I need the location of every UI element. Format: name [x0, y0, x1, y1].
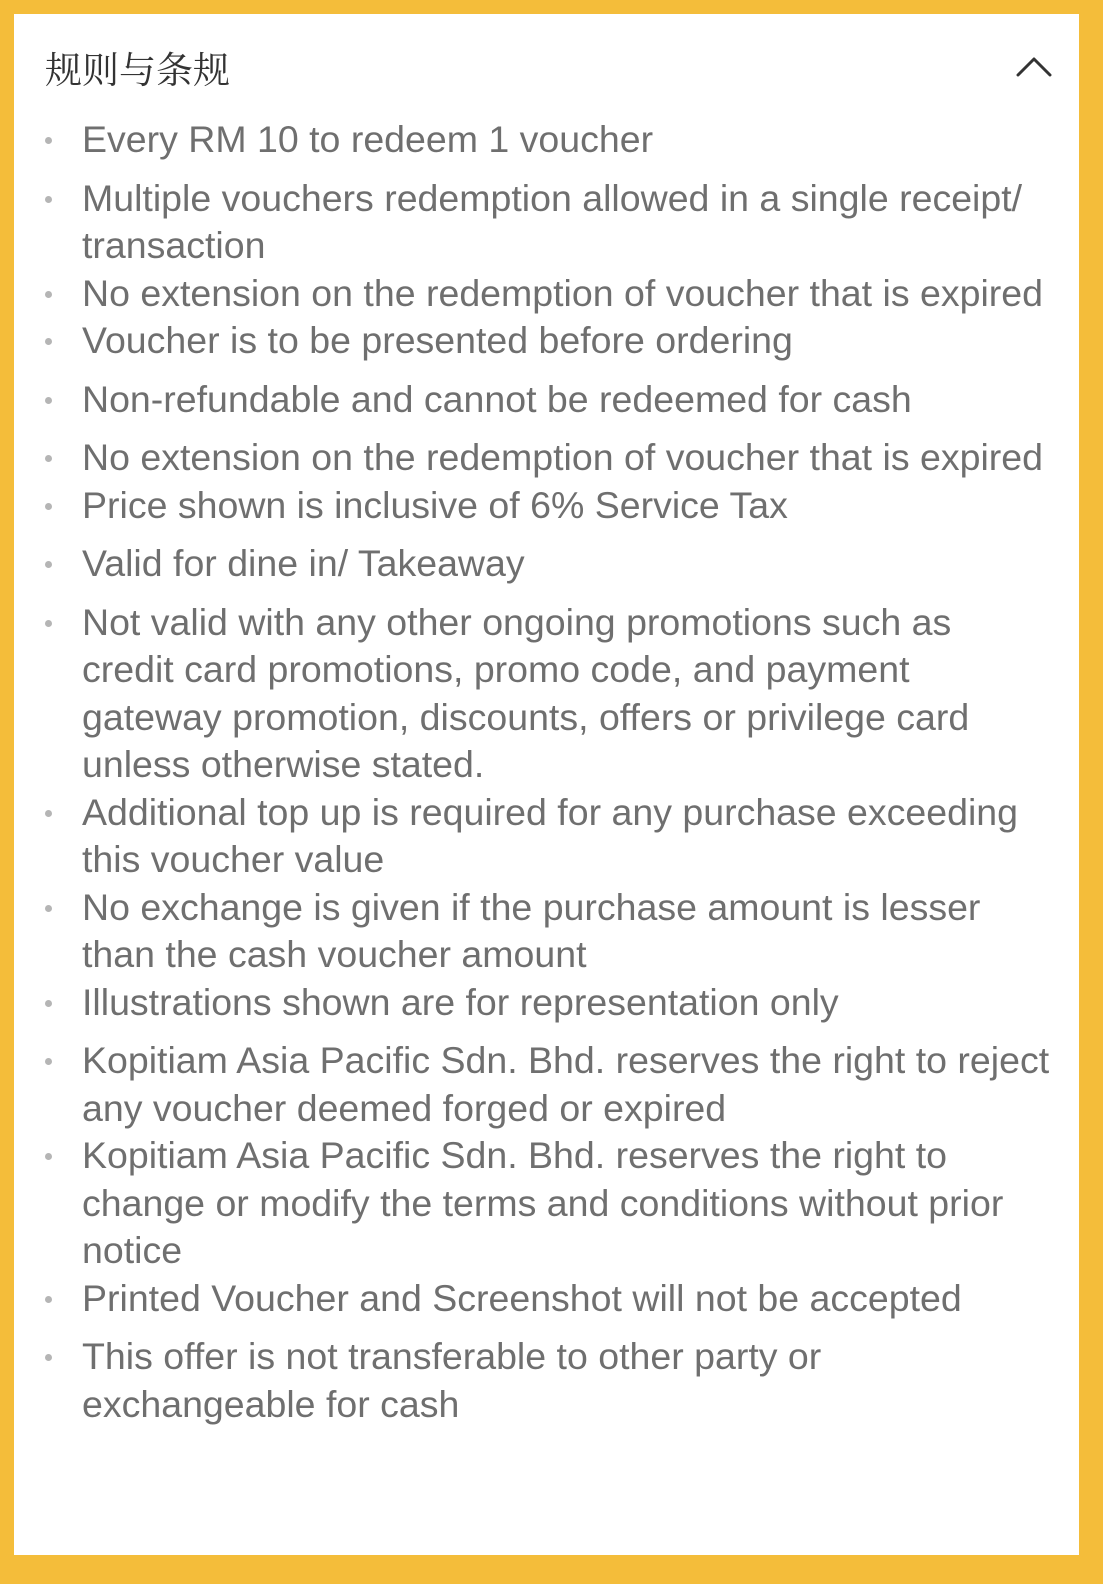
list-item [14, 270, 1079, 318]
term-text: Not valid with any other ongoing promotions such as credit card promotions, promo code, and payment gateway promotion, discounts, offers or privilege card unless otherwise stated. [82, 600, 970, 785]
terms-title: 规则与条规 [45, 49, 230, 92]
bullet-dot-icon [45, 455, 52, 462]
term-text: This offer is not transferable to other party or exchangeable for cash [82, 1335, 822, 1425]
list-item [14, 434, 1079, 482]
term-text: Kopitiam Asia Pacific Sdn. Bhd. reserves the right to reject any voucher deemed forged or expired [82, 1039, 1050, 1129]
list-item [14, 540, 1079, 588]
terms-panel [14, 14, 1079, 1555]
bullet-dot-icon [45, 397, 52, 404]
bullet-dot-icon [45, 503, 52, 510]
list-item [14, 1037, 1079, 1132]
bullet-dot-icon [45, 905, 52, 912]
term-text: Multiple vouchers redemption allowed in a single receipt/ transaction [82, 176, 1023, 266]
list-item [14, 884, 1079, 979]
list-item [14, 1132, 1079, 1275]
list-item [14, 175, 1079, 270]
term-text: Printed Voucher and Screenshot will not be accepted [82, 1276, 962, 1319]
bullet-dot-icon [45, 137, 52, 144]
bullet-dot-icon [45, 1354, 52, 1361]
terms-header[interactable] [14, 14, 1079, 124]
term-text: No exchange is given if the purchase amount is lesser than the cash voucher amount [82, 885, 981, 975]
list-item [14, 116, 1079, 164]
list-item [14, 482, 1079, 530]
term-text: Price shown is inclusive of 6% Service Tax [82, 483, 788, 526]
term-text: Every RM 10 to redeem 1 voucher [82, 118, 654, 160]
chevron-up-icon[interactable] [1009, 44, 1059, 88]
terms-list [14, 116, 1079, 1428]
bullet-dot-icon [45, 196, 52, 203]
list-item [14, 1333, 1079, 1428]
term-text: Voucher is to be presented before ordering [82, 319, 793, 361]
term-text: Kopitiam Asia Pacific Sdn. Bhd. reserves the right to change or modify the terms and conditions without prior notice [82, 1134, 1004, 1271]
term-text: No extension on the redemption of voucher that is expired [82, 271, 1043, 314]
list-item [14, 1275, 1079, 1323]
term-text: Illustrations shown are for representation only [82, 980, 839, 1023]
list-item [14, 979, 1079, 1027]
bullet-dot-icon [45, 810, 52, 817]
bullet-dot-icon [45, 1000, 52, 1007]
list-item [14, 599, 1079, 789]
bullet-dot-icon [45, 1296, 52, 1303]
bullet-dot-icon [45, 1153, 52, 1160]
list-item [14, 317, 1079, 365]
term-text: Additional top up is required for any purchase exceeding this voucher value [82, 790, 1019, 880]
list-item [14, 789, 1079, 884]
bullet-dot-icon [45, 291, 52, 298]
term-text: No extension on the redemption of voucher that is expired [82, 436, 1043, 478]
term-text: Valid for dine in/ Takeaway [82, 542, 525, 584]
list-item [14, 376, 1079, 424]
bullet-dot-icon [45, 561, 52, 568]
bullet-dot-icon [45, 1058, 52, 1065]
term-text: Non-refundable and cannot be redeemed for cash [82, 377, 912, 420]
bullet-dot-icon [45, 338, 52, 345]
bullet-dot-icon [45, 620, 52, 627]
